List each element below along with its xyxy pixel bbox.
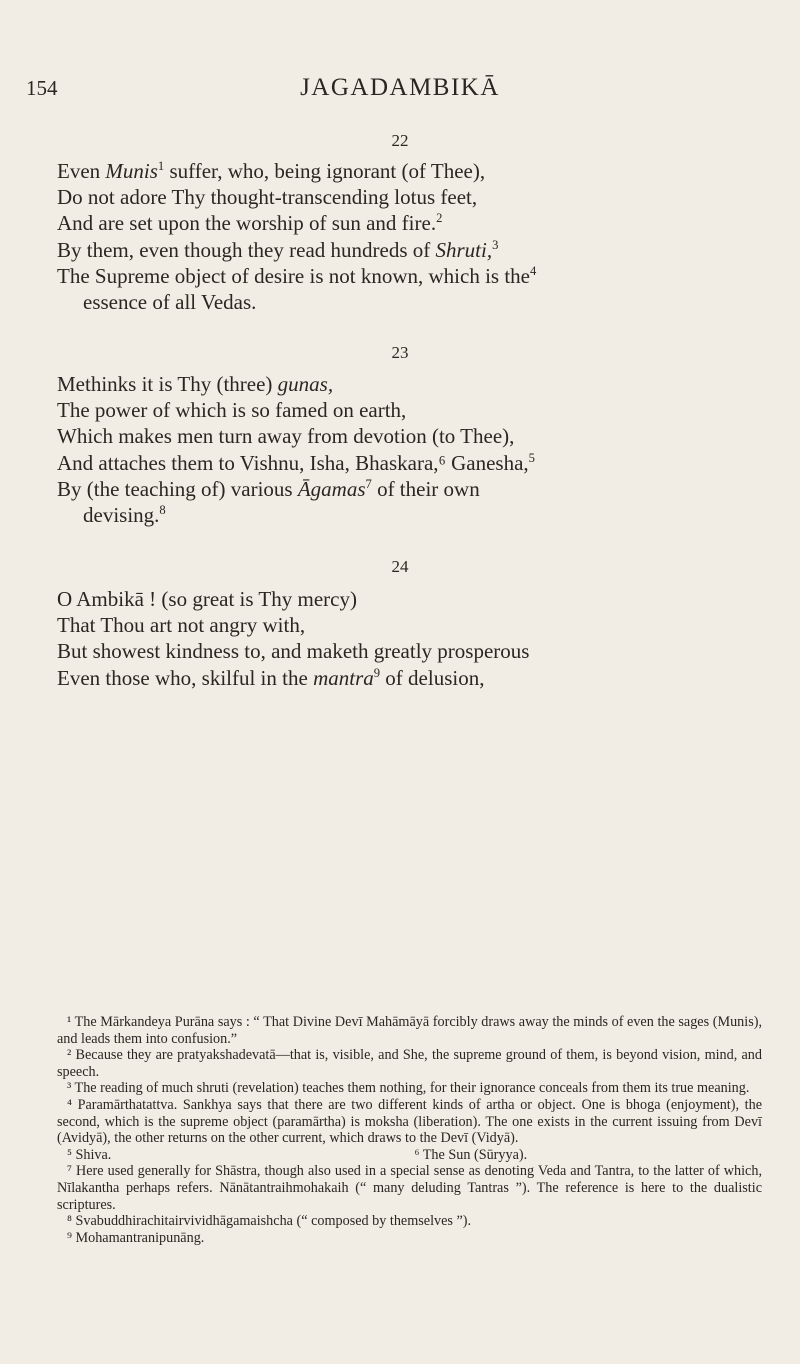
verse-line-emphasis: Shruti, xyxy=(435,237,493,262)
stanza xyxy=(57,371,762,528)
verse-line xyxy=(57,184,762,210)
footnote-marker: 4 xyxy=(530,263,537,278)
footnote-marker: 2 xyxy=(436,211,443,226)
stanza xyxy=(57,586,762,691)
verse-line-text: That Thou art not angry with, xyxy=(57,613,306,638)
verse-line xyxy=(57,263,762,289)
verse-line-text: O Ambikā ! (so great is Thy mercy) xyxy=(57,587,357,611)
verse-line-text: And are set upon the worship of sun and fire. xyxy=(57,211,437,236)
verse-line xyxy=(57,210,762,236)
verse-number: 22 xyxy=(391,131,409,150)
verse-line-text: is not known, which is the xyxy=(304,263,530,288)
verse-line xyxy=(57,371,762,397)
verse-line xyxy=(57,158,762,184)
verse-number: 24 xyxy=(391,557,409,576)
footnote-marker: 7 xyxy=(365,476,372,491)
footnote-marker: 5 xyxy=(528,450,535,465)
verse-line-text: Even xyxy=(57,159,106,183)
running-head: JAGADAMBIKĀ xyxy=(300,74,500,101)
footnote-marker: 9 xyxy=(373,665,381,680)
footnote: ⁴ Paramārthatattva. Sankhya says that there are two different kinds of artha or object. One is bhoga (enjoyment), the second, which is the supreme object (paramārtha) is moksha (liberation). The one exists in the current issuing from Devī (Avidyā), the other returns on the other current, which draws to the Devī (Vidyā). xyxy=(57,1096,762,1147)
verse-line xyxy=(57,397,762,423)
verse-line-text: But showest kindness to, and maketh greatly prosperous xyxy=(57,639,530,664)
verse-line-text: devising. xyxy=(83,503,160,528)
verse-line-text: The Supreme object of desire xyxy=(57,263,305,288)
verse-line xyxy=(57,237,762,263)
verse-line xyxy=(57,450,762,476)
footnote-marker: 3 xyxy=(492,237,499,252)
verse-line-text: Which makes men turn away from devotion (to Thee), xyxy=(57,424,515,449)
verse-line-text: suffer, who, being ignorant (of Thee), xyxy=(164,159,486,183)
footnote: ⁹ Mohamantranipunāng. xyxy=(67,1229,205,1246)
footnote: ¹ The Mārkandeya Purāna says : “ That Divine Devī Mahāmāyā forcibly draws away the minds of even the sages (Munis), and leads them into confusion.” xyxy=(57,1014,762,1047)
verse-number: 23 xyxy=(391,343,409,362)
footnote: ³ The reading of much shruti (revelation) teaches them nothing, for their ignorance conceals from them its true meaning. xyxy=(67,1080,750,1097)
page-number: 154 xyxy=(26,76,58,100)
verse-line xyxy=(57,612,762,638)
verse-line xyxy=(57,502,762,528)
verse-line xyxy=(57,638,762,664)
verse-line-text: Methinks it is Thy (three) xyxy=(57,372,278,396)
verse-line-text: of delusion, xyxy=(380,665,485,690)
footnote: ⁸ Svabuddhirachitairvividhāgamaishcha (“ composed by themselves ”). xyxy=(67,1213,472,1230)
footnote: ⁶ The Sun (Sūryya). xyxy=(414,1146,528,1163)
verse-line-emphasis: mantra xyxy=(313,665,374,690)
verse-line-text: By (the teaching of) various xyxy=(57,476,298,501)
verse-line xyxy=(57,289,762,315)
verse-line-emphasis: gunas, xyxy=(277,372,334,396)
stanza xyxy=(57,158,762,315)
verse-line-text: And attaches them to Vishnu, Isha, xyxy=(57,450,350,475)
verse-line xyxy=(57,423,762,449)
verse-line-emphasis: Āgamas xyxy=(297,476,366,501)
verse-line xyxy=(57,665,762,691)
verse-line-text: of their own xyxy=(371,476,480,501)
verse-line-text: By them, even though they read hundreds of xyxy=(57,237,436,262)
verse-line xyxy=(57,476,762,502)
footnote-row xyxy=(57,1147,762,1164)
footnote-marker: 8 xyxy=(159,503,166,518)
footnote: ⁵ Shiva. xyxy=(67,1146,112,1163)
verse-line xyxy=(57,586,762,612)
footnote: ² Because they are pratyakshadevatā—that is, visible, and She, the supreme ground of them, is beyond vision, mind, and speech. xyxy=(57,1047,762,1080)
verse-line-text: Bhaskara,⁶ Ganesha, xyxy=(349,450,529,475)
verse-line-text: Even those who, skilful in the xyxy=(57,665,314,690)
verse-line-text: Do not adore Thy thought-transcending lotus feet, xyxy=(57,185,478,210)
verse-line-text: The power of which is so famed on earth, xyxy=(57,398,407,423)
footnote: ⁷ Here used generally for Shāstra, though also used in a special sense as denoting Veda and Tantra, to the latter of which, Nīlakantha perhaps refers. Nānātantraihmohakaih (“ many deluding Tantras ”). The reference is here to the dualistic scriptures. xyxy=(57,1163,762,1213)
verse-line-emphasis: Munis xyxy=(105,159,158,183)
verse-line-text: essence of all Vedas. xyxy=(83,290,257,315)
footnotes xyxy=(57,1014,762,1246)
footnote-marker: 1 xyxy=(157,159,165,173)
